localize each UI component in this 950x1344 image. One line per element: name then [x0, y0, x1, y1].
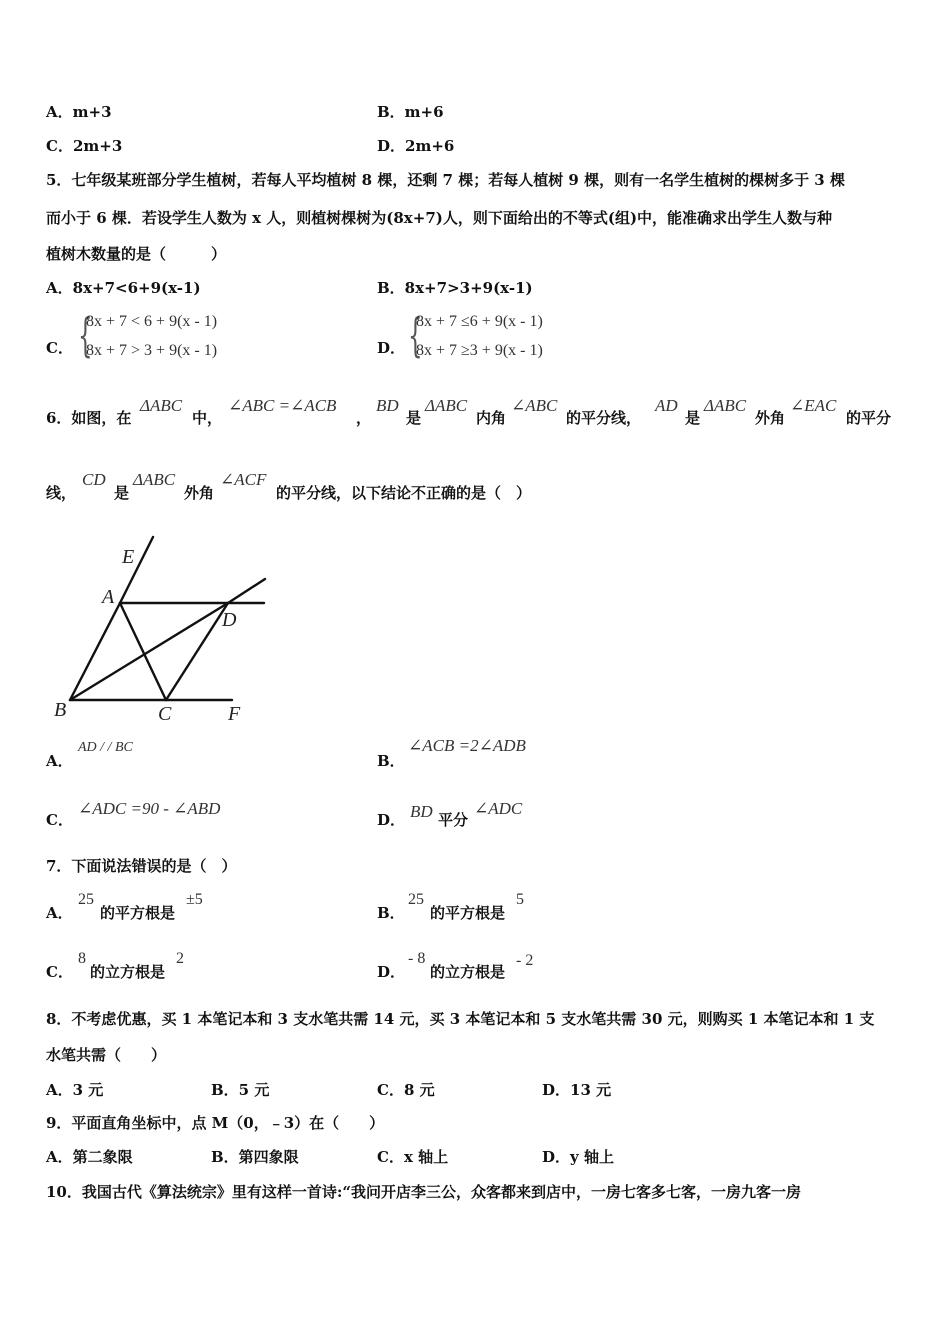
q4-option-d: D．2m+6: [377, 137, 455, 155]
segment-ac: [120, 603, 166, 700]
q5-stem-line3: 植树木数量的是（ ）: [46, 245, 227, 263]
q6-option-d-math-bd: BD: [410, 802, 433, 821]
q8-option-a: A．3 元: [46, 1081, 104, 1099]
q4-option-a: A．m+3: [46, 103, 112, 121]
q7-option-d-value: - 2: [516, 952, 534, 969]
q8-stem-line1: 8．不考虑优惠，买 1 本笔记本和 3 支水笔共需 14 元，买 3 本笔记本和 5 支水笔共需 30 元，则购买 1 本笔记本和 1 支: [46, 1010, 875, 1028]
q7-option-c-label: C．: [46, 963, 73, 981]
q6-text: 的平分: [846, 409, 892, 427]
q6-math-ad: AD: [655, 396, 678, 415]
q7-option-b-text: 的平方根是: [430, 904, 506, 922]
q8-option-b: B．5 元: [211, 1081, 270, 1099]
q6-option-d-text: 平分: [438, 811, 469, 829]
q5-stem-line2: 而小于 6 棵．若设学生人数为 x 人，则植树棵树为(8x+7)人，则下面给出的不等式(组)中，能准确求出学生人数与种: [46, 209, 833, 227]
q6-option-b-math: ∠ACB =2∠ADB: [408, 736, 526, 755]
q6-text: 的平分线，以下结论不正确的是（ ）: [276, 484, 532, 502]
q7-option-a-label: A．: [46, 904, 73, 922]
q6-math-cd: CD: [82, 470, 106, 489]
q6-text: ，: [356, 409, 372, 427]
q6-math-angle-eac: ∠EAC: [790, 396, 837, 415]
q6-option-b-label: B．: [377, 752, 405, 770]
q6-text: 线，: [46, 484, 77, 502]
q6-math-angle-abc: ∠ABC: [511, 396, 558, 415]
q6-geometry-figure: [40, 530, 280, 730]
q7-option-c-text: 的立方根是: [90, 963, 166, 981]
q9-option-c: C．x 轴上: [377, 1148, 449, 1166]
q5-option-d-line2: 8x + 7 ≥3 + 9(x - 1): [416, 342, 543, 359]
label-c: C: [158, 703, 172, 725]
q7-option-c-value: 2: [176, 950, 184, 967]
label-b: B: [54, 699, 67, 721]
segment-bd-extension: [228, 579, 265, 603]
q7-option-a-number: 25: [78, 891, 94, 908]
q7-option-b-label: B．: [377, 904, 405, 922]
q5-option-c-brace: {: [78, 308, 93, 362]
q7-option-d-text: 的立方根是: [430, 963, 506, 981]
q6-text: 是: [406, 409, 422, 427]
q5-option-d-line1: 8x + 7 ≤6 + 9(x - 1): [416, 313, 543, 330]
q6-math-triangle-abc: ΔABC: [704, 396, 747, 415]
label-d: D: [222, 609, 237, 631]
q5-option-a: A．8x+7<6+9(x-1): [46, 279, 201, 297]
q7-option-b-value: 5: [516, 891, 524, 908]
q7-option-b-number: 25: [408, 891, 424, 908]
q5-option-b: B．8x+7>3+9(x-1): [377, 279, 533, 297]
q6-text: 内角: [476, 409, 507, 427]
q6-option-a-label: A．: [46, 752, 73, 770]
q5-stem-line1: 5．七年级某班部分学生植树，若每人平均植树 8 棵，还剩 7 棵；若每人植树 9 棵，则有一名学生植树的棵树多于 3 棵: [46, 171, 845, 189]
q5-option-c-line1: 8x + 7 < 6 + 9(x - 1): [86, 313, 218, 330]
q6-option-d-math-angle: ∠ADC: [474, 799, 523, 818]
label-e: E: [122, 546, 135, 568]
q6-math-bd: BD: [376, 396, 399, 415]
q6-option-d-label: D．: [377, 811, 406, 829]
q5-option-c-line2: 8x + 7 > 3 + 9(x - 1): [86, 342, 218, 359]
q7-option-c-number: 8: [78, 950, 86, 967]
q9-stem: 9．平面直角坐标中，点 M（0，﹣3）在（ ）: [46, 1114, 385, 1132]
q7-option-a-text: 的平方根是: [100, 904, 176, 922]
q8-option-c: C．8 元: [377, 1081, 435, 1099]
q6-number: 6．如图，在: [46, 409, 132, 427]
q7-option-a-value: ±5: [186, 891, 203, 908]
q6-option-c-math: ∠ADC =90 - ∠ABD: [78, 799, 221, 818]
q9-option-b: B．第四象限: [211, 1148, 299, 1166]
q6-math-triangle-abc: ΔABC: [425, 396, 468, 415]
q9-option-a: A．第二象限: [46, 1148, 133, 1166]
q9-option-d: D．y 轴上: [542, 1148, 614, 1166]
q4-option-c: C．2m+3: [46, 137, 123, 155]
q6-text: 外角: [184, 484, 215, 502]
q6-math-angle-equality: ∠ABC =∠ACB: [228, 396, 337, 415]
q8-stem-line2: 水笔共需（ ）: [46, 1046, 167, 1064]
q6-text: 中，: [192, 409, 223, 427]
q6-option-c-label: C．: [46, 811, 73, 829]
q5-option-c-label: C．: [46, 339, 73, 357]
segment-cd: [166, 603, 228, 700]
label-a: A: [102, 586, 115, 608]
q6-option-a-math: AD / / BC: [78, 740, 133, 755]
q6-text: 的平分线，: [566, 409, 642, 427]
q6-math-triangle-abc: ΔABC: [140, 396, 183, 415]
q6-text: 是: [114, 484, 130, 502]
q6-math-angle-acf: ∠ACF: [220, 470, 267, 489]
label-f: F: [228, 703, 241, 725]
q10-stem-line1: 10．我国古代《算法统宗》里有这样一首诗:“我问开店李三公，众客都来到店中，一房七客多七客，一房九客一房: [46, 1183, 802, 1201]
q6-text: 是: [685, 409, 701, 427]
q8-option-d: D．13 元: [542, 1081, 612, 1099]
q6-text: 外角: [755, 409, 786, 427]
q7-option-d-label: D．: [377, 963, 406, 981]
q5-option-d-brace: {: [408, 308, 423, 362]
q6-math-triangle-abc: ΔABC: [133, 470, 176, 489]
q7-option-d-number: - 8: [408, 950, 426, 967]
q5-option-d-label: D．: [377, 339, 406, 357]
q4-option-b: B．m+6: [377, 103, 444, 121]
q7-stem: 7．下面说法错误的是（ ）: [46, 857, 237, 875]
